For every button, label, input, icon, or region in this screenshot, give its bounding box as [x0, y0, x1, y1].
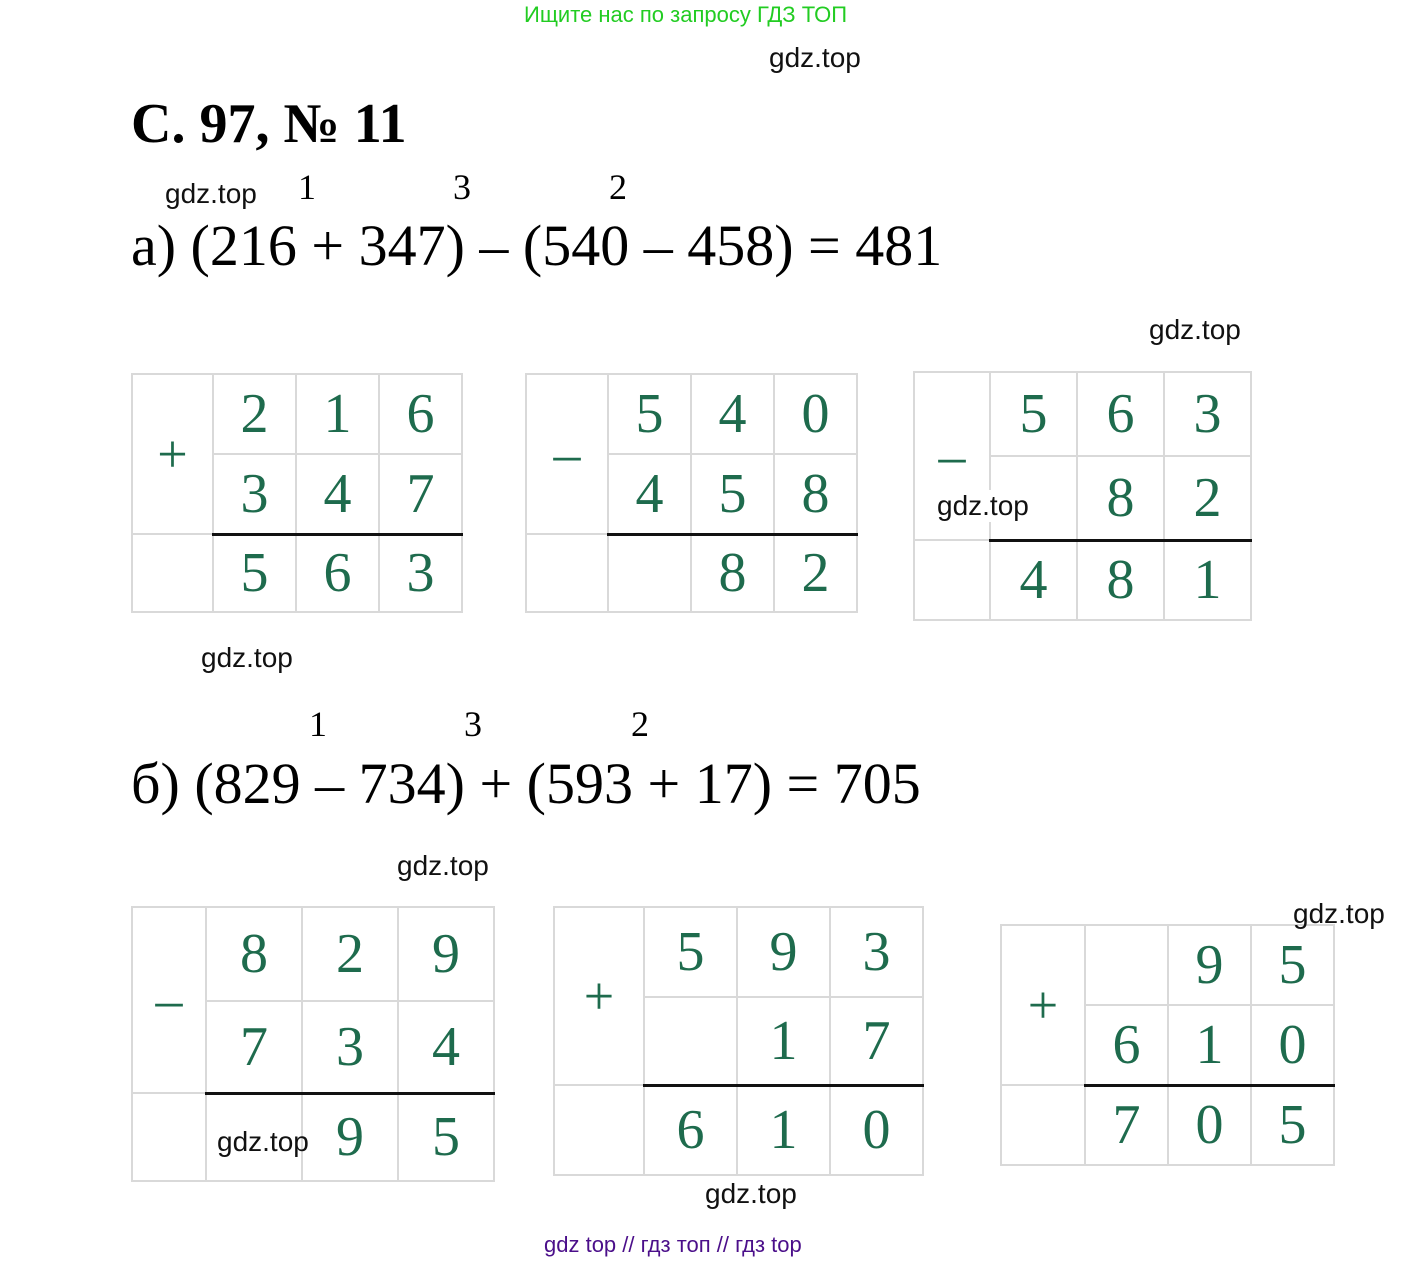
- digit-cell: 4: [990, 540, 1077, 620]
- digit-cell: 2: [1164, 456, 1251, 540]
- promo-banner[interactable]: Ищите нас по запросу ГДЗ ТОП: [524, 2, 848, 27]
- digit-cell: 8: [206, 907, 302, 1001]
- order-mark-1: 1: [298, 167, 316, 207]
- digit-cell: 8: [1077, 540, 1164, 620]
- digit-cell: 5: [608, 374, 691, 454]
- digit-cell: 8: [691, 534, 774, 612]
- digit-cell: 1: [296, 374, 379, 454]
- operator-sign: +: [1001, 925, 1085, 1085]
- digit-cell: 3: [213, 454, 296, 534]
- digit-cell: 2: [774, 534, 857, 612]
- digit-cell: 4: [608, 454, 691, 534]
- empty-cell: [554, 1085, 644, 1175]
- digit-cell: [1085, 925, 1168, 1005]
- digit-cell: 0: [1168, 1085, 1251, 1165]
- digit-cell: 5: [644, 907, 737, 997]
- digit-cell: 5: [213, 534, 296, 612]
- digit-cell: 4: [691, 374, 774, 454]
- digit-cell: 7: [830, 997, 923, 1085]
- empty-cell: [132, 1093, 206, 1181]
- digit-cell: 6: [1085, 1005, 1168, 1085]
- watermark: gdz.top: [705, 1178, 797, 1209]
- digit-cell: 5: [990, 372, 1077, 456]
- digit-cell: 7: [206, 1001, 302, 1093]
- digit-cell: 4: [398, 1001, 494, 1093]
- watermark: gdz.top: [201, 642, 293, 673]
- digit-cell: [608, 534, 691, 612]
- footer-links[interactable]: gdz top // гдз топ // гдз top: [544, 1232, 802, 1257]
- digit-cell: 1: [1168, 1005, 1251, 1085]
- column-calc-grid: [525, 373, 858, 613]
- digit-cell: 1: [737, 997, 830, 1085]
- column-calc-grid: [1000, 924, 1335, 1166]
- operator-sign: –: [132, 907, 206, 1093]
- digit-cell: 3: [302, 1001, 398, 1093]
- empty-cell: [914, 540, 990, 620]
- digit-cell: 5: [691, 454, 774, 534]
- watermark: gdz.top: [1149, 314, 1241, 345]
- watermark: gdz.top: [397, 850, 489, 881]
- digit-cell: 2: [302, 907, 398, 1001]
- empty-cell: [526, 534, 608, 612]
- operator-sign: –: [914, 372, 990, 540]
- digit-cell: [644, 997, 737, 1085]
- watermark: gdz.top: [1293, 898, 1385, 929]
- digit-cell: 6: [644, 1085, 737, 1175]
- digit-cell: 9: [737, 907, 830, 997]
- column-calc-grid: [131, 906, 495, 1182]
- operator-sign: –: [526, 374, 608, 534]
- digit-cell: 6: [379, 374, 462, 454]
- expression-a: а) (216 + 347) – (540 – 458) = 481: [131, 213, 943, 278]
- operator-sign: +: [554, 907, 644, 1085]
- digit-cell: 3: [379, 534, 462, 612]
- digit-cell: 9: [1168, 925, 1251, 1005]
- watermark: gdz.top: [217, 1126, 309, 1157]
- watermark: gdz.top: [937, 490, 1029, 521]
- empty-cell: [132, 534, 213, 612]
- order-mark-2: 2: [609, 167, 627, 207]
- digit-cell: 5: [1251, 925, 1334, 1005]
- column-calc-grid: [553, 906, 924, 1176]
- watermark: gdz.top: [769, 42, 861, 73]
- order-mark-2: 2: [631, 704, 649, 744]
- digit-cell: 6: [1077, 372, 1164, 456]
- digit-cell: 8: [774, 454, 857, 534]
- digit-cell: 7: [379, 454, 462, 534]
- digit-cell: 7: [1085, 1085, 1168, 1165]
- digit-cell: 0: [830, 1085, 923, 1175]
- column-calc-grid: [131, 373, 463, 613]
- empty-cell: [1001, 1085, 1085, 1165]
- digit-cell: 9: [302, 1093, 398, 1181]
- expression-b: б) (829 – 734) + (593 + 17) = 705: [131, 751, 921, 816]
- digit-cell: 6: [296, 534, 379, 612]
- digit-cell: 3: [1164, 372, 1251, 456]
- page-title: С. 97, № 11: [131, 93, 407, 155]
- order-mark-1: 1: [309, 704, 327, 744]
- digit-cell: 1: [1164, 540, 1251, 620]
- digit-cell: 4: [296, 454, 379, 534]
- digit-cell: 5: [398, 1093, 494, 1181]
- order-mark-3: 3: [464, 704, 482, 744]
- digit-cell: 8: [1077, 456, 1164, 540]
- watermark: gdz.top: [165, 178, 257, 209]
- digit-cell: 3: [830, 907, 923, 997]
- digit-cell: 1: [737, 1085, 830, 1175]
- digit-cell: 9: [398, 907, 494, 1001]
- digit-cell: 0: [774, 374, 857, 454]
- digit-cell: 2: [213, 374, 296, 454]
- order-mark-3: 3: [453, 167, 471, 207]
- digit-cell: 5: [1251, 1085, 1334, 1165]
- digit-cell: 0: [1251, 1005, 1334, 1085]
- operator-sign: +: [132, 374, 213, 534]
